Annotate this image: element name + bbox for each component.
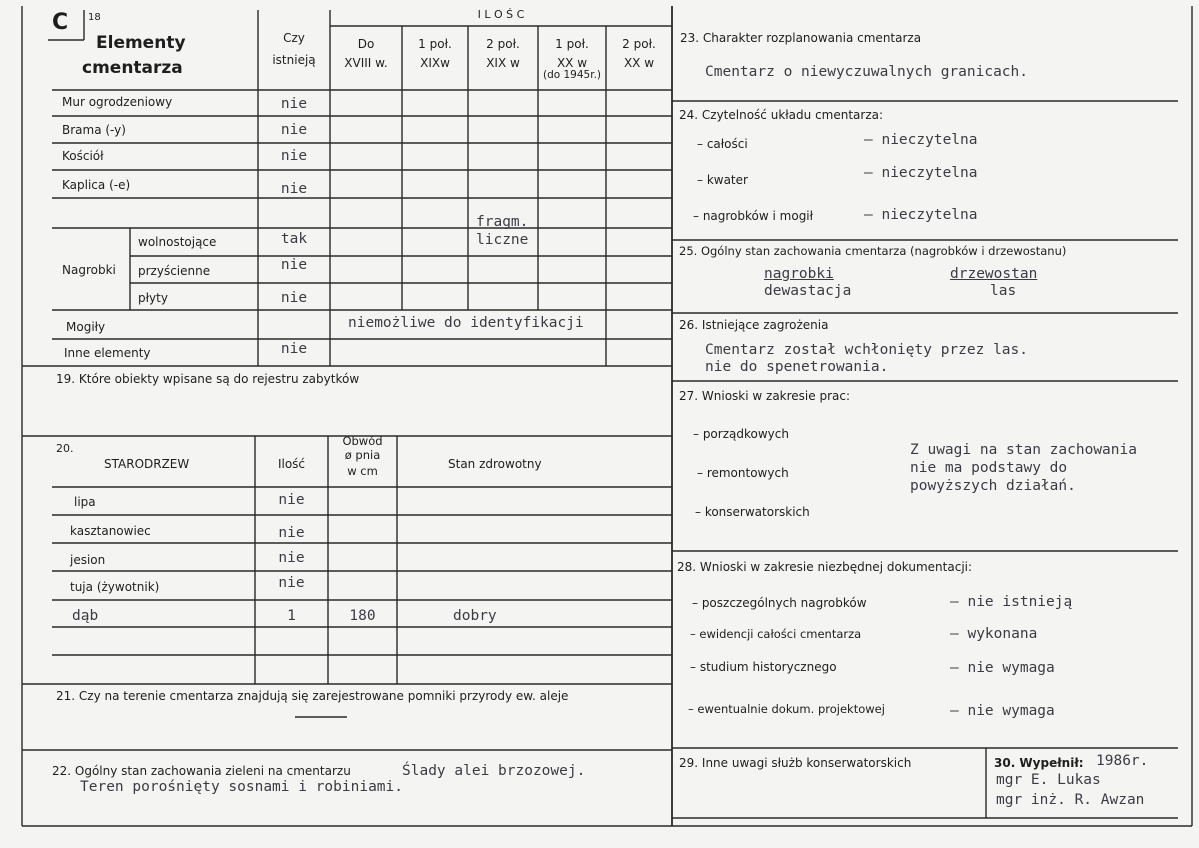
q27-answer-line1: Z uwagi na stan zachowania [910,442,1137,458]
q28-item-3-value: – nie wymaga [950,660,1055,676]
q24-item-2-value: – nieczytelna [864,165,978,181]
q27-label: 27. Wnioski w zakresie prac: [679,389,851,403]
row-inne-label: Inne elementy [64,346,151,360]
q30-name1: mgr E. Lukas [996,772,1101,788]
q24-item-2-label: – kwater [697,173,748,187]
period-5-line1: 2 poł. [622,37,656,51]
row-inne-value: nie [280,341,308,357]
tree-1-count: nie [278,492,305,508]
q19-label: 19. Które obiekty wpisane są do rejestru zabytków [56,372,360,386]
period-4-line3: (do 1945r.) [542,69,602,81]
tree-1-name: lipa [74,495,96,509]
tree-5-health: dobry [453,608,497,624]
tree-3-name: jesion [70,553,106,567]
q27-item-3: – konserwatorskich [695,505,810,519]
period-4-line1: 1 poł. [555,37,589,51]
elements-title-line1: Elementy [96,33,186,53]
row-plyty-label: płyty [138,291,168,305]
q22-label: 22. Ogólny stan zachowania zieleni na cmentarzu [52,764,351,778]
q28-label: 28. Wnioski w zakresie niezbędnej dokumentacji: [677,560,973,574]
q29-label: 29. Inne uwagi służb konserwatorskich [679,756,912,770]
elements-title-line2: cmentarza [82,58,183,78]
tree-5-count: 1 [287,608,296,624]
q27-item-2: – remontowych [697,466,789,480]
q27-item-1: – porządkowych [693,427,789,441]
ilosc-header: I L O Ś C [477,8,525,21]
q23-label: 23. Charakter rozplanowania cmentarza [680,31,922,45]
period-1-line2: XVIII w. [344,56,388,70]
col-exists-line2: istnieją [272,53,316,67]
trees-header-health: Stan zdrowotny [448,457,542,471]
q22-answer-line2: Teren porośnięty sosnami i robiniami. [80,779,404,795]
col-exists-line1: Czy [283,31,305,45]
q27-answer-line2: nie ma podstawy do [910,460,1068,476]
row-kaplica-label: Kaplica (-e) [62,178,131,192]
q28-item-4-value: – nie wymaga [950,703,1055,719]
q24-item-1-value: – nieczytelna [864,132,978,148]
period-4-line2: XX w [556,56,588,70]
row-brama-value: nie [280,122,308,138]
q24-item-1-label: – całości [697,137,748,151]
row-brama-label: Brama (-y) [62,123,126,137]
trees-header-name: STARODRZEW [104,457,190,471]
section-letter: C [52,10,69,35]
tree-3-count: nie [278,550,305,566]
tree-2-count: nie [278,525,305,541]
q22-answer-line1: Ślady alei brzozowej. [402,763,586,779]
q28-item-1-label: – poszczególnych nagrobków [692,596,867,610]
period-2-line2: XIXw [420,56,450,70]
tree-4-count: nie [278,575,305,591]
q20-number: 20. [56,442,74,455]
nagrobki-label: Nagrobki [62,263,116,277]
row-przyscienne-label: przyścienne [138,264,211,278]
trees-header-circ-line2: ø pnia [344,448,381,462]
q24-label: 24. Czytelność układu cmentarza: [679,108,884,122]
q23-answer: Cmentarz o niewyczuwalnych granicach. [705,64,1029,80]
tree-4-name: tuja (żywotnik) [70,580,160,594]
trees-header-circ-line3: w cm [347,464,378,478]
row-plyty-value: nie [280,290,308,306]
q24-item-3-value: – nieczytelna [864,207,978,223]
row-kosciol-label: Kościół [62,149,104,163]
period-1-line1: Do [357,37,375,51]
row-przyscienne-value: nie [280,257,308,273]
q25-graves-label: nagrobki [764,266,834,282]
q28-item-1-value: – nie istnieją [950,594,1073,610]
q27-answer-line3: powyższych działań. [910,478,1076,494]
q26-label: 26. Istniejące zagrożenia [679,318,829,332]
row-kaplica-value: nie [280,181,308,197]
row-mur-value: nie [280,96,308,112]
q30-year: 1986r. [1096,753,1149,769]
q25-graves-value: dewastacja [764,283,852,299]
row-mur-label: Mur ogrodzeniowy [62,95,173,109]
q21-label: 21. Czy na terenie cmentarza znajdują się zarejestrowane pomniki przyrody ew. aleje [56,689,569,703]
tree-5-circ: 180 [349,608,376,624]
tree-2-name: kasztanowiec [70,524,151,538]
section-number: 18 [88,12,101,23]
period-3-line2: XIX w [486,56,520,70]
row-mogily-value: niemożliwe do identyfikacji [348,315,584,331]
q26-answer-line2: nie do spenetrowania. [705,359,889,375]
q25-trees-label: drzewostan [950,266,1038,282]
row-kosciol-value: nie [280,148,308,164]
trees-header-circ-line1: Obwód [342,434,383,448]
period-5-line2: XX w [623,56,655,70]
q28-item-3-label: – studium historycznego [690,660,837,674]
period-3-line1: 2 poł. [486,37,520,51]
period-2-line1: 1 poł. [418,37,452,51]
q24-item-3-label: – nagrobków i mogił [693,209,814,223]
row-wolnostojace-label: wolnostojące [138,235,217,249]
q30-name2: mgr inż. R. Awzan [996,792,1145,808]
fragm-line2: liczne [476,232,529,248]
fragm-line1: fragm. [476,214,529,230]
q28-item-4-label: – ewentualnie dokum. projektowej [688,702,885,716]
tree-5-name: dąb [72,608,99,624]
row-wolnostojace-value: tak [280,231,308,247]
q30-label: 30. Wypełnił: [994,756,1084,770]
trees-header-count: Ilość [277,457,306,471]
q25-trees-value: las [990,283,1017,299]
q26-answer-line1: Cmentarz został wchłonięty przez las. [705,342,1029,358]
row-mogily-label: Mogiły [66,320,106,334]
q25-label: 25. Ogólny stan zachowania cmentarza (nagrobków i drzewostanu) [679,244,1067,258]
q28-item-2-label: – ewidencji całości cmentarza [690,627,862,641]
q28-item-2-value: – wykonana [950,626,1038,642]
